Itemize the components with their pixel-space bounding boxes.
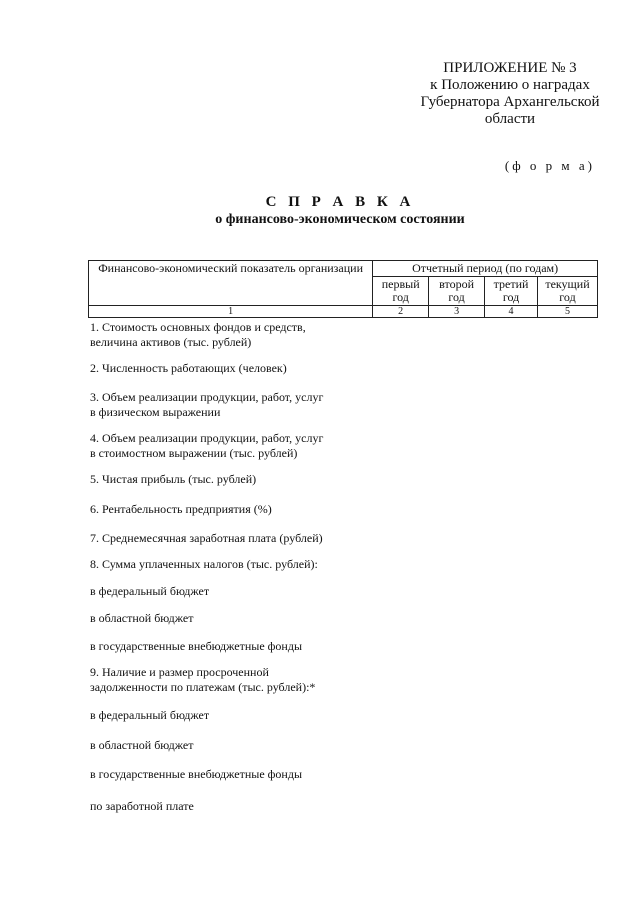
indicator-row: в областной бюджет [90, 611, 194, 625]
year-header-4: текущий год [538, 277, 598, 306]
indicator-row: 8. Сумма уплаченных налогов (тыс. рублей): [90, 557, 318, 571]
year-header-2: второй год [429, 277, 485, 306]
column-number: 1 [89, 306, 373, 318]
indicator-row: 5. Чистая прибыль (тыс. рублей) [90, 472, 257, 486]
indicator-row: 6. Рентабельность предприятия (%) [90, 502, 272, 516]
indicator-row: 2. Численность работающих (человек) [90, 361, 287, 375]
column-number: 3 [429, 306, 485, 318]
column-number: 4 [485, 306, 538, 318]
indicator-row: в государственные внебюджетные фонды [90, 767, 303, 781]
appendix-ref-line: области [484, 111, 536, 127]
indicator-row: 7. Среднемесячная заработная плата (рублей) [90, 531, 323, 545]
column-number: 5 [538, 306, 598, 318]
appendix-header [400, 60, 620, 128]
appendix-number: ПРИЛОЖЕНИЕ № 3 [443, 60, 577, 76]
indicator-row: 1. Стоимость основных фондов и средств, величина активов (тыс. рублей) [90, 320, 306, 349]
indicator-row: 9. Наличие и размер просроченной задолженности по платежам (тыс. рублей):* [90, 665, 316, 694]
year-header-1: первый год [373, 277, 429, 306]
form-label: (ф о р м а) [504, 158, 595, 173]
document-title: С П Р А В К А [265, 194, 415, 210]
indicator-row: в федеральный бюджет [90, 708, 210, 722]
indicator-row: в государственные внебюджетные фонды [90, 639, 303, 653]
period-header: Отчетный период (по годам) [373, 261, 598, 277]
indicator-row: 4. Объем реализации продукции, работ, услуг в стоимостном выражении (тыс. рублей) [90, 431, 324, 460]
indicator-column-header: Финансово-экономический показатель организации [89, 261, 373, 306]
appendix-ref-line: к Положению о наградах [430, 77, 590, 93]
document-subtitle: о финансово-экономическом состоянии [215, 212, 465, 227]
column-number: 2 [373, 306, 429, 318]
appendix-ref-line: Губернатора Архангельской [420, 94, 600, 110]
year-header-3: третий год [485, 277, 538, 306]
indicator-row: в областной бюджет [90, 738, 194, 752]
indicator-row: в федеральный бюджет [90, 584, 210, 598]
indicator-table-header [88, 260, 598, 318]
indicator-row: 3. Объем реализации продукции, работ, услуг в физическом выражении [90, 390, 324, 419]
indicator-row: по заработной плате [90, 799, 194, 813]
